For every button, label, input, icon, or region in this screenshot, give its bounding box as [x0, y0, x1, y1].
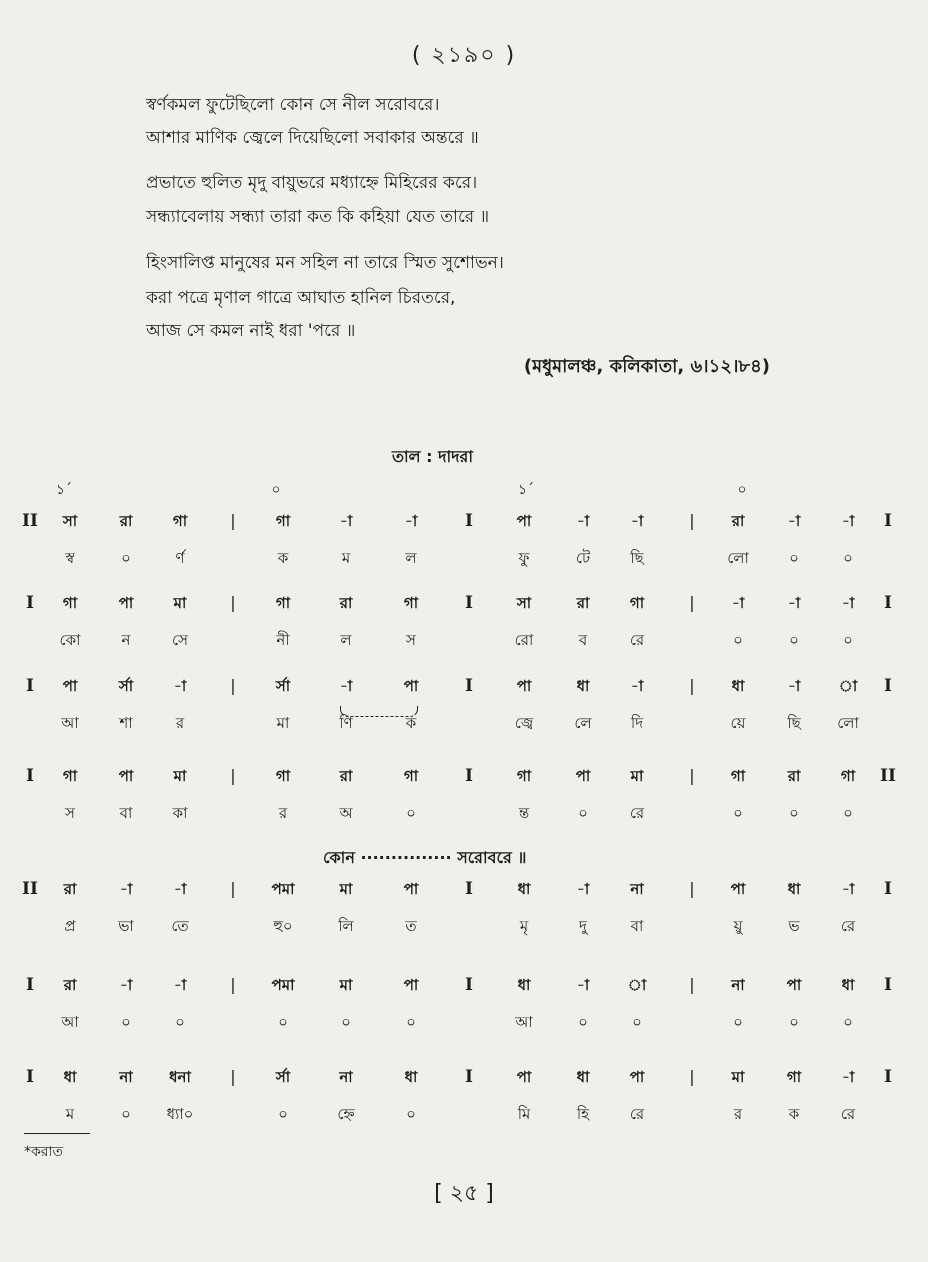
swara-note: পমা — [271, 880, 295, 898]
refrain-line: কোন ··············· সরোবরে ॥ — [323, 848, 527, 867]
song-number: ( ২১৯০ ) — [411, 43, 517, 68]
bani-syllable: ০ — [733, 631, 743, 649]
swara-note: -া — [119, 880, 133, 898]
bani-syllable: ম — [65, 1105, 75, 1123]
swara-note: রা — [119, 512, 133, 530]
swara-note: -া — [576, 512, 590, 530]
bani-syllable: মৃ — [519, 917, 529, 935]
bani-syllable: ০ — [733, 1013, 743, 1031]
bani-syllable: ০ — [843, 804, 853, 822]
footnote-rule — [24, 1133, 90, 1134]
swara-note: -া — [339, 677, 353, 695]
bani-syllable: বা — [630, 917, 644, 935]
bani-syllable: নী — [276, 631, 290, 649]
barline-end: I — [884, 879, 892, 899]
bani-syllable: লি — [338, 917, 354, 935]
bani-syllable: য়ু — [733, 917, 743, 935]
bani-syllable: র — [175, 714, 185, 732]
swara-note: পা — [786, 976, 802, 994]
bani-syllable: হ্নে — [337, 1105, 355, 1123]
swara-note: মা — [339, 976, 353, 994]
bani-syllable: ক — [788, 1105, 800, 1123]
swara-note: পা — [118, 594, 134, 612]
taal-mark: ১´ — [517, 482, 535, 498]
swara-note: -া — [339, 512, 353, 530]
swara-note: পা — [516, 1068, 532, 1086]
swara-note: না — [731, 976, 745, 994]
swara-note: -া — [404, 512, 418, 530]
swara-note: -া — [576, 880, 590, 898]
bani-syllable: স — [65, 804, 75, 822]
swara-note: গা — [275, 594, 291, 612]
bani-syllable: লে — [574, 714, 592, 732]
bar-divider: | — [689, 593, 695, 612]
swara-note: -া — [576, 976, 590, 994]
swara-note: -া — [787, 594, 801, 612]
swara-note: গা — [629, 594, 645, 612]
swara-note: -া — [173, 976, 187, 994]
bani-syllable: র — [278, 804, 288, 822]
bani-syllable: র্ণ — [175, 549, 185, 567]
swara-note: ধা — [517, 976, 531, 994]
swara-note: -া — [841, 880, 855, 898]
swara-note: -া — [841, 1068, 855, 1086]
bani-syllable: ০ — [578, 1013, 588, 1031]
swara-note: রা — [63, 976, 77, 994]
swara-note: গা — [172, 512, 188, 530]
swara-note: -া — [173, 677, 187, 695]
bar-divider: | — [230, 676, 236, 695]
bani-syllable: ন — [121, 631, 131, 649]
swara-note: পা — [62, 677, 78, 695]
swara-note: সা — [516, 594, 532, 612]
bani-syllable: রে — [840, 917, 856, 935]
bani-syllable: ০ — [789, 631, 799, 649]
bani-syllable: বা — [119, 804, 133, 822]
swara-note: -া — [173, 880, 187, 898]
bani-syllable: মি — [517, 1105, 531, 1123]
swara-note: ধা — [731, 677, 745, 695]
bani-syllable: ন্ত — [518, 804, 530, 822]
swara-note: ধা — [517, 880, 531, 898]
swara-note: রা — [731, 512, 745, 530]
swara-note: গা — [403, 767, 419, 785]
bani-syllable: ০ — [843, 631, 853, 649]
swara-note: ধা — [404, 1068, 418, 1086]
bar-divider: | — [689, 975, 695, 994]
swara-note: মা — [173, 767, 187, 785]
swara-note: -া — [787, 677, 801, 695]
bani-syllable: সে — [172, 631, 188, 649]
swara-note: পা — [403, 976, 419, 994]
swara-note: রা — [339, 594, 353, 612]
swara-note: ধা — [841, 976, 855, 994]
swara-note: -া — [841, 512, 855, 530]
bar-divider: | — [230, 879, 236, 898]
bani-syllable: ম — [341, 549, 351, 567]
bani-syllable: ণি — [339, 714, 353, 732]
swara-note: ধা — [576, 1068, 590, 1086]
barline-start: I — [26, 593, 34, 613]
swara-note: া — [627, 976, 647, 994]
swara-note: গা — [840, 767, 856, 785]
bani-syllable: ০ — [121, 1105, 131, 1123]
bar-divider: | — [230, 1067, 236, 1086]
swara-note: পা — [730, 880, 746, 898]
bani-syllable: ০ — [278, 1105, 288, 1123]
bani-syllable: কো — [59, 631, 81, 649]
swara-note: পমা — [271, 976, 295, 994]
bani-syllable: ল — [405, 549, 417, 567]
bani-syllable: ০ — [121, 549, 131, 567]
bani-syllable: ব — [578, 631, 588, 649]
bani-syllable: রো — [514, 631, 534, 649]
taal-mark: ০ — [271, 482, 281, 498]
bani-syllable: দু — [579, 917, 587, 935]
meend-slur — [340, 706, 418, 717]
barline-mid: I — [465, 975, 473, 995]
bani-syllable: ০ — [406, 1105, 416, 1123]
swara-note: রা — [787, 767, 801, 785]
swara-note: -া — [841, 594, 855, 612]
barline-mid: I — [465, 1067, 473, 1087]
bar-divider: | — [689, 676, 695, 695]
barline-end: I — [884, 511, 892, 531]
swara-note: গা — [516, 767, 532, 785]
bani-syllable: আ — [61, 714, 79, 732]
barline-start: II — [22, 511, 38, 531]
swara-note: -া — [731, 594, 745, 612]
barline-end: I — [884, 593, 892, 613]
bani-syllable: ০ — [341, 1013, 351, 1031]
swara-note: না — [630, 880, 644, 898]
barline-mid: I — [465, 593, 473, 613]
swara-note: -া — [787, 512, 801, 530]
bani-syllable: ০ — [733, 804, 743, 822]
swara-note: গা — [403, 594, 419, 612]
swara-note: পা — [575, 767, 591, 785]
bani-syllable: ত — [405, 917, 417, 935]
source-citation: (মধুমালঞ্চ, কলিকাতা, ৬।১২।৮৪) — [523, 356, 770, 377]
bani-syllable: ফু — [518, 549, 530, 567]
barline-start: II — [22, 879, 38, 899]
bani-syllable: ০ — [278, 1013, 288, 1031]
bani-syllable: ক — [405, 714, 417, 732]
bani-syllable: রে — [629, 804, 645, 822]
lyric-line: আশার মাণিক জ্বেলে দিয়েছিলো সবাকার অন্তরে ॥ — [146, 128, 479, 148]
taal-mark: ০ — [737, 482, 747, 498]
swara-note: মা — [731, 1068, 745, 1086]
barline-mid: I — [465, 879, 473, 899]
swara-note: গা — [275, 767, 291, 785]
swara-note: সা — [62, 512, 78, 530]
bani-syllable: লো — [837, 714, 859, 732]
swara-note: মা — [630, 767, 644, 785]
lyric-line: হিংসালিপ্ত মানুষের মন সহিল না তারে স্মিত সুশোভন। — [146, 253, 504, 273]
taal-label: তাল : দাদরা — [392, 447, 473, 466]
swara-note: পা — [118, 767, 134, 785]
bani-syllable: ০ — [843, 1013, 853, 1031]
barline-end: II — [880, 766, 896, 786]
bani-syllable: ০ — [175, 1013, 185, 1031]
bani-syllable: টে — [575, 549, 591, 567]
bani-syllable: আ — [515, 1013, 533, 1031]
bani-syllable: ০ — [789, 804, 799, 822]
bani-syllable: ০ — [843, 549, 853, 567]
swara-note: ধনা — [169, 1068, 191, 1086]
swara-note: গা — [730, 767, 746, 785]
swara-note: া — [838, 677, 858, 695]
lyric-line: করা পত্রে মৃণাল গাত্রে আঘাত হানিল চিরতরে, — [146, 288, 456, 308]
swara-note: পা — [629, 1068, 645, 1086]
bani-syllable: রে — [840, 1105, 856, 1123]
swara-note: গা — [786, 1068, 802, 1086]
bani-syllable: কা — [172, 804, 188, 822]
lyric-line: স্বর্ণকমল ফুটেছিলো কোন সে নীল সরোবরে। — [146, 95, 440, 115]
bani-syllable: র — [733, 1105, 743, 1123]
barline-mid: I — [465, 766, 473, 786]
swara-note: পা — [403, 677, 419, 695]
bar-divider: | — [689, 766, 695, 785]
bani-syllable: ০ — [406, 1013, 416, 1031]
swara-note: র্সা — [275, 677, 291, 695]
bani-syllable: জ্বে — [514, 714, 534, 732]
bani-syllable: ধ্যা০ — [166, 1105, 194, 1123]
bani-syllable: রে — [629, 631, 645, 649]
swara-note: গা — [275, 512, 291, 530]
barline-mid: I — [465, 676, 473, 696]
lyric-line: আজ সে কমল নাই ধরা 'পরে ॥ — [146, 321, 356, 341]
barline-start: I — [26, 975, 34, 995]
bani-syllable: অ — [339, 804, 353, 822]
swara-note: পা — [516, 677, 532, 695]
bani-syllable: শা — [119, 714, 133, 732]
bani-syllable: ছি — [787, 714, 801, 732]
barline-start: I — [26, 1067, 34, 1087]
footnote: *করাত — [24, 1144, 64, 1160]
bani-syllable: হি — [576, 1105, 590, 1123]
bani-syllable: ল — [340, 631, 352, 649]
bani-syllable: ০ — [578, 804, 588, 822]
barline-end: I — [884, 676, 892, 696]
bani-syllable: স — [406, 631, 416, 649]
bani-syllable: তে — [171, 917, 189, 935]
bani-syllable: ০ — [789, 549, 799, 567]
swara-note: ধা — [63, 1068, 77, 1086]
swara-note: মা — [173, 594, 187, 612]
bar-divider: | — [689, 879, 695, 898]
bani-syllable: হু০ — [273, 917, 293, 935]
bani-syllable: আ — [61, 1013, 79, 1031]
bani-syllable: ক — [277, 549, 289, 567]
lyric-line: প্রভাতে হুলিত মৃদু বায়ুভরে মধ্যাহ্নে মিহিরের করে। — [146, 173, 478, 193]
swara-note: -া — [630, 677, 644, 695]
swara-note: মা — [339, 880, 353, 898]
bani-syllable: ০ — [121, 1013, 131, 1031]
lyric-line: সন্ধ্যাবেলায় সন্ধ্যা তারা কত কি কহিয়া যেত তারে ॥ — [146, 207, 490, 227]
barline-mid: I — [465, 511, 473, 531]
swara-note: ধা — [787, 880, 801, 898]
taal-mark: ১´ — [55, 482, 73, 498]
bani-syllable: লো — [727, 549, 749, 567]
bani-syllable: ০ — [789, 1013, 799, 1031]
swara-note: রা — [576, 594, 590, 612]
bani-syllable: ছি — [630, 549, 644, 567]
bar-divider: | — [230, 975, 236, 994]
barline-start: I — [26, 766, 34, 786]
swara-note: পা — [403, 880, 419, 898]
bar-divider: | — [689, 1067, 695, 1086]
bani-syllable: মা — [276, 714, 290, 732]
swara-note: র্সা — [275, 1068, 291, 1086]
swara-note: গা — [62, 767, 78, 785]
bani-syllable: ০ — [406, 804, 416, 822]
bani-syllable: প্র — [64, 917, 76, 935]
swara-note: পা — [516, 512, 532, 530]
swara-note: -া — [119, 976, 133, 994]
swara-note: গা — [62, 594, 78, 612]
swara-note: ধা — [576, 677, 590, 695]
bani-syllable: ভা — [118, 917, 134, 935]
swara-note: না — [119, 1068, 133, 1086]
barline-end: I — [884, 975, 892, 995]
swara-note: না — [339, 1068, 353, 1086]
swara-note: র্সা — [118, 677, 134, 695]
bar-divider: | — [230, 766, 236, 785]
bani-syllable: ০ — [632, 1013, 642, 1031]
bar-divider: | — [230, 511, 236, 530]
swara-note: রা — [339, 767, 353, 785]
bani-syllable: দি — [630, 714, 644, 732]
barline-end: I — [884, 1067, 892, 1087]
page-number: [ ২৫ ] — [434, 1181, 494, 1206]
swara-note: রা — [63, 880, 77, 898]
swara-note: -া — [630, 512, 644, 530]
bani-syllable: ভ — [788, 917, 800, 935]
barline-start: I — [26, 676, 34, 696]
bar-divider: | — [230, 593, 236, 612]
bani-syllable: স্ব — [65, 549, 75, 567]
bani-syllable: রে — [629, 1105, 645, 1123]
bar-divider: | — [689, 511, 695, 530]
bani-syllable: য়ে — [730, 714, 746, 732]
